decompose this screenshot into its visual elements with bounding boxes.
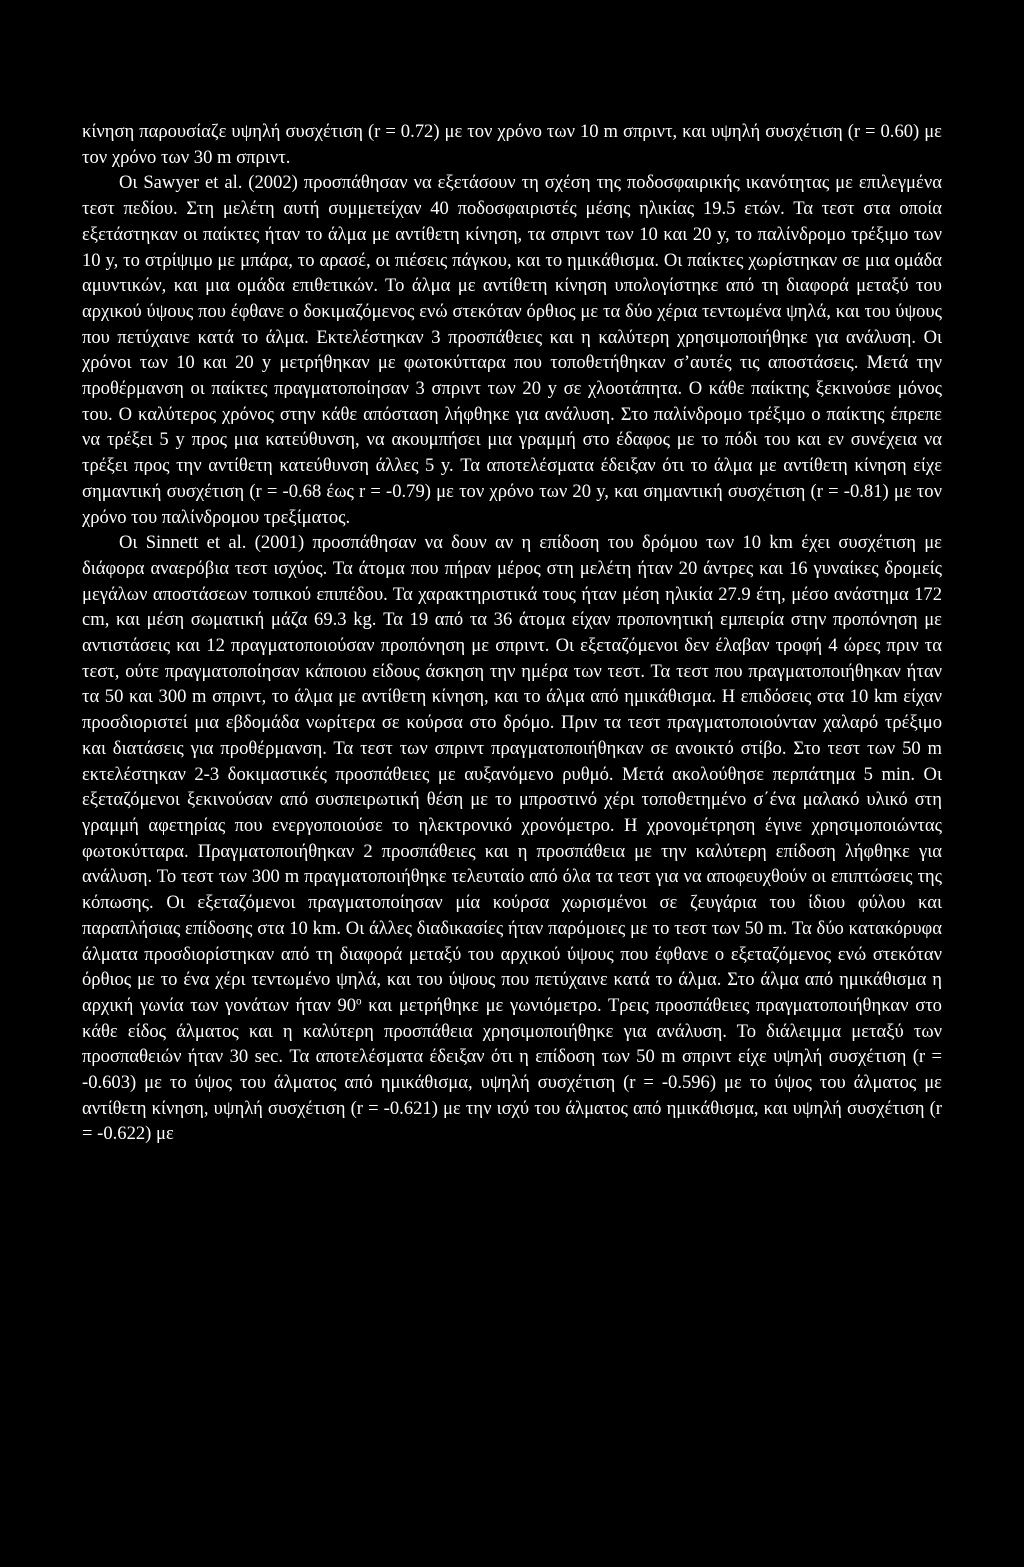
- paragraph-continuation: κίνηση παρουσίαζε υψηλή συσχέτιση (r = 0.72) με τον χρόνο των 10 m σπριντ, και υψηλή συσχέτιση (r = 0.60) με τον χρόνο των 30 m σπριντ.: [82, 121, 942, 168]
- paragraph-sinnett: [82, 530, 942, 1147]
- body-text: [82, 119, 942, 1147]
- paragraph-sinnett-text-part2: και μετρήθηκε με γωνιόμετρο. Τρεις προσπάθειες πραγματοποιήθηκαν στο κάθε είδος άλματος και η καλύτερη προσπάθεια χρησιμοποιήθηκε για ανάλυση. Το διάλειμμα μεταξύ των προσπαθειών ήταν 30 sec. Τα αποτελέσματα έδειξαν ότι η επίδοση των 50 m σπριντ είχε υψηλή συσχέτιση (r = -0.603) με το ύψος του άλματος από ημικάθισμα, υψηλή συσχέτιση (r = -0.596) με το ύψος του άλματος με αντίθετη κίνηση, υψηλή συσχέτιση (r = -0.621) με την ισχύ του άλματος από ημικάθισμα, και υψηλή συσχέτιση (r = -0.622) με: [82, 994, 942, 1145]
- paragraph-sawyer: Οι Sawyer et al. (2002) προσπάθησαν να εξετάσουν τη σχέση της ποδοσφαιρικής ικανότητας με επιλεγμένα τεστ πεδίου. Στη μελέτη αυτή συμμετείχαν 40 ποδοσφαιριστές μέσης ηλικίας 19.5 ετών. Τα τεστ στα οποία εξετάστηκαν οι παίκτες ήταν το άλμα με αντίθετη κίνηση, τα σπριντ των 10 και 20 y, το παλίνδρομο τρέξιμο των 10 y, το στρίψιμο με μπάρα, το αρασέ, οι πιέσεις πάγκου, και το ημικάθισμα. Οι παίκτες χωρίστηκαν σε μια ομάδα αμυντικών, και μια ομάδα επιθετικών. Το άλμα με αντίθετη κίνηση υπολογίστηκε από τη διαφορά μεταξύ του αρχικού ύψους που έφθανε ο δοκιμαζόμενος ενώ στεκόταν όρθιος με τα δύο χέρια τεντωμένα ψηλά, και του ύψους που πετύχαινε κατά το άλμα. Εκτελέστηκαν 3 προσπάθειες και η καλύτερη χρησιμοποιήθηκε για ανάλυση. Οι χρόνοι των 10 και 20 y μετρήθηκαν με φωτοκύτταρα που τοποθετήθηκαν σ’αυτές τις αποστάσεις. Μετά την προθέρμανση οι παίκτες πραγματοποίησαν 3 σπριντ των 20 y σε χλοοτάπητα. Ο κάθε παίκτης ξεκινούσε μόνος του. Ο καλύτερος χρόνος στην κάθε απόσταση λήφθηκε για ανάλυση. Στο παλίνδρομο τρέξιμο ο παίκτης έπρεπε να τρέξει 5 y προς μια κατεύθυνση, να ακουμπήσει μια γραμμή στο έδαφος με το πόδι του και εν συνέχεια να τρέξει προς την αντίθετη κατεύθυνση άλλες 5 y. Τα αποτελέσματα έδειξαν ότι το άλμα με αντίθετη κίνηση είχε σημαντική συσχέτιση (r = -0.68 έως r = -0.79) με τον χρόνο των 20 y, και σημαντική συσχέτιση (r = -0.81) με τον χρόνο του παλίνδρομου τρεξίματος.: [82, 172, 942, 528]
- paragraph-sinnett-text-part1: Οι Sinnett et al. (2001) προσπάθησαν να δουν αν η επίδοση του δρόμου των 10 km έχει συσχέτιση με διάφορα αναερόβια τεστ ισχύος. Τα άτομα που πήραν μέρος στη μελέτη ήταν 20 άντρες και 16 γυναίκες δρομείς μεγάλων αποστάσεων τοπικού επιπέδου. Τα χαρακτηριστικά τους ήταν μέση ηλικία 27.9 έτη, μέσο ανάστημα 172 cm, και μέση σωματική μάζα 69.3 kg. Τα 19 από τα 36 άτομα είχαν προπονητική εμπειρία στην προπόνηση με αντιστάσεις και 12 πραγματοποιούσαν προπόνηση με σπριντ. Οι εξεταζόμενοι δεν έλαβαν τροφή 4 ώρες πριν τα τεστ, ούτε πραγματοποίησαν κάποιου είδους άσκηση την ημέρα των τεστ. Τα τεστ που πραγματοποιήθηκαν ήταν τα 50 και 300 m σπριντ, το άλμα με αντίθετη κίνηση, και το άλμα από ημικάθισμα. Η επιδόσεις στα 10 km είχαν προσδιοριστεί μια εβδομάδα νωρίτερα σε κούρσα στο δρόμο. Πριν τα τεστ πραγματοποιούνταν χαλαρό τρέξιμο και διατάσεις για προθέρμανση. Τα τεστ των σπριντ πραγματοποιήθηκαν σε ανοικτό στίβο. Στο τεστ των 50 m εκτελέστηκαν 2-3 δοκιμαστικές προσπάθειες με αυξανόμενο ρυθμό. Μετά ακολούθησε περπάτημα 5 min. Οι εξεταζόμενοι ξεκινούσαν από συσπειρωτική θέση με το μπροστινό χέρι τοποθετημένο σ΄ένα μαλακό υλικό στη γραμμή αφετηρίας που ενεργοποιούσε το ηλεκτρονικό χρονόμετρο. Η χρονομέτρηση έγινε χρησιμοποιώντας φωτοκύτταρα. Πραγματοποιήθηκαν 2 προσπάθειες και η προσπάθεια με την καλύτερη επίδοση λήφθηκε για ανάλυση. Το τεστ των 300 m πραγματοποιήθηκε τελευταίο από όλα τα τεστ για να αποφευχθούν οι επιπτώσεις της κόπωσης. Οι εξεταζόμενοι πραγματοποίησαν μία κούρσα χωρισμένοι σε ζευγάρια του ίδιου φύλου και παραπλήσιας επίδοσης στα 10 km. Οι άλλες διαδικασίες ήταν παρόμοιες με το τεστ των 50 m. Τα δύο κατακόρυφα άλματα προσδιορίστηκαν από τη διαφορά μεταξύ του αρχικού ύψους που έφθανε ο εξεταζόμενος ενώ στεκόταν όρθιος με το ένα χέρι τεντωμένο ψηλά, και του ύψους που πετύχαινε κατά το άλμα. Στο άλμα από ημικάθισμα η αρχική γωνία των γονάτων ήταν 90: [82, 532, 942, 1016]
- degree-superscript: o: [356, 995, 362, 1008]
